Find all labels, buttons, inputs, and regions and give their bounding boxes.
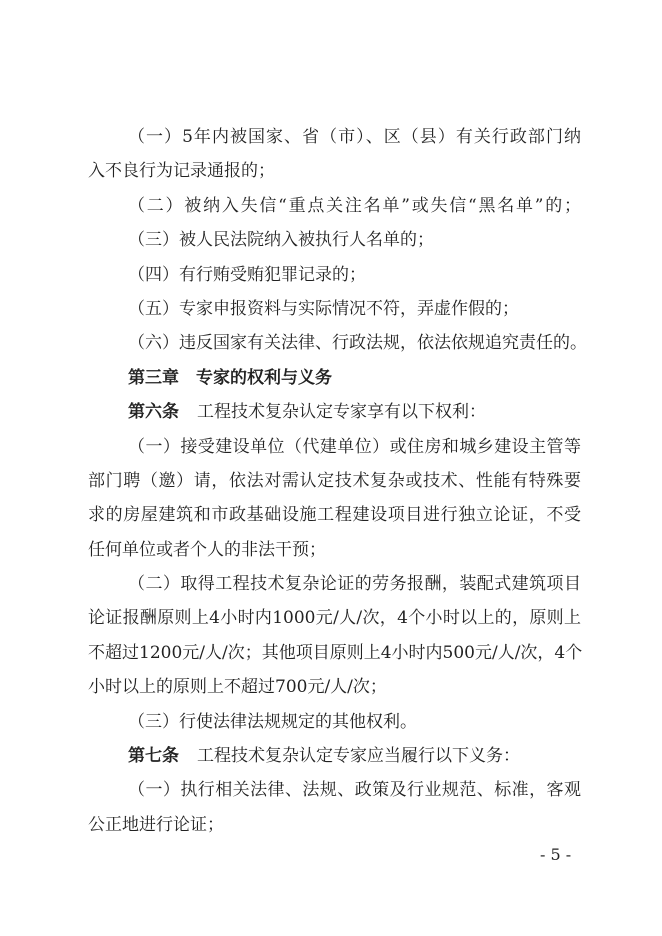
paragraph-line: 不超过1200元/人/次；其他项目原则上4小时内500元/人/次，4个 bbox=[88, 642, 583, 663]
paragraph-line: 公正地进行论证； bbox=[88, 814, 224, 835]
article-7-line bbox=[88, 739, 581, 773]
paragraph-line: 论证报酬原则上4小时内1000元/人/次，4个小时以上的，原则上 bbox=[88, 608, 581, 629]
paragraph-line: （一）接受建设单位（代建单位）或住房和城乡建设主管等 bbox=[128, 436, 581, 457]
article-6-line bbox=[88, 395, 581, 429]
document-body bbox=[88, 120, 587, 842]
paragraph-line: （四）有行贿受贿犯罪记录的； bbox=[128, 264, 366, 285]
paragraph-line: （二）被纳入失信“重点关注名单”或失信“黑名单”的； bbox=[128, 195, 581, 216]
paragraph-line: 任何单位或者个人的非法干预； bbox=[88, 539, 326, 560]
chapter-heading bbox=[88, 361, 581, 395]
page-number: - 5 - bbox=[540, 845, 572, 864]
paragraph-line: （六）违反国家有关法律、行政法规，依法依规追究责任的。 bbox=[128, 333, 587, 354]
paragraph-line: （一）执行相关法律、法规、政策及行业规范、标准，客观 bbox=[128, 780, 581, 801]
paragraph-line: （三）行使法律法规规定的其他权利。 bbox=[128, 711, 417, 732]
article-6-label: 第六条 bbox=[128, 402, 179, 423]
paragraph-line: 求的房屋建筑和市政基础设施工程建设项目进行独立论证，不受 bbox=[88, 505, 581, 526]
paragraph-line: 部门聘（邀）请，依法对需认定技术复杂或技术、性能有特殊要 bbox=[88, 470, 581, 491]
paragraph-line: （五）专家申报资料与实际情况不符，弄虚作假的； bbox=[128, 298, 519, 319]
article-6-text: 工程技术复杂认定专家享有以下权利： bbox=[197, 402, 486, 423]
paragraph-line: （一）5年内被国家、省（市）、区（县）有关行政部门纳 bbox=[128, 127, 581, 147]
article-7-text: 工程技术复杂认定专家应当履行以下义务： bbox=[197, 746, 520, 767]
article-7-label: 第七条 bbox=[128, 746, 179, 767]
paragraph-line: （三）被人民法院纳入被执行人名单的； bbox=[128, 230, 434, 251]
chapter-title: 第三章 专家的权利与义务 bbox=[128, 367, 332, 388]
paragraph-line: 入不良行为记录通报的； bbox=[88, 161, 275, 182]
paragraph-line: （二）取得工程技术复杂论证的劳务报酬，装配式建筑项目 bbox=[128, 574, 581, 595]
paragraph-line: 小时以上的原则上不超过700元/人/次； bbox=[88, 677, 387, 698]
